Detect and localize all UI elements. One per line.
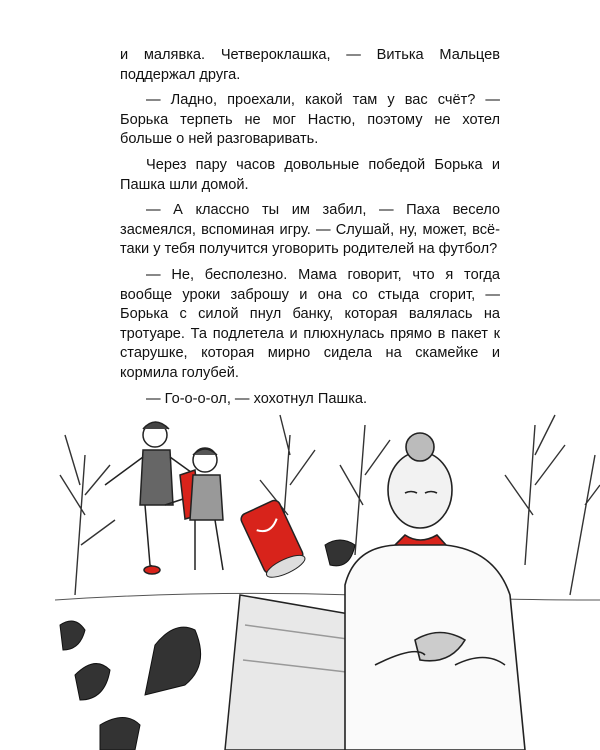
ground-line — [55, 593, 600, 600]
paragraph-5: — Не, бесполезно. Мама говорит, что я тогда вообще уроки заброшу и она со стыда сгорит, — Борька с силой пнул банку, которая валялась на тротуаре. Та подлетела и плюхнулась прямо в пакет к старушке, которая мирно сидела на скамейке и кормила голубей. — [120, 266, 500, 381]
story-illustration — [55, 395, 600, 750]
paragraph-1: и малявка. Четвероклашка, — Витька Мальцев поддержал друга. — [120, 47, 500, 83]
paragraph-6: — Го-о-о-ол, — хохотнул Пашка. — [146, 390, 368, 407]
paragraph-3: Через пару часов довольные победой Борька и Пашка шли домой. — [120, 156, 500, 193]
soda-can — [239, 499, 307, 582]
park-scene-drawing — [55, 395, 600, 750]
park-bench — [225, 595, 355, 750]
paragraph-2: — Ладно, проехали, какой там у вас счёт? — Борька терпеть не мог Настю, поэтому не хотел больше о ней разговаривать. — [120, 92, 500, 148]
story-text — [120, 46, 500, 415]
boy-pashka — [190, 448, 223, 570]
paragraph-4: — А классно ты им забил, — Паха весело засмеялся, вспоминая игру. — Слушай, ну, может, всё-таки у тебя получится уговорить родителей на футбол? — [120, 202, 500, 258]
old-woman — [345, 433, 525, 750]
